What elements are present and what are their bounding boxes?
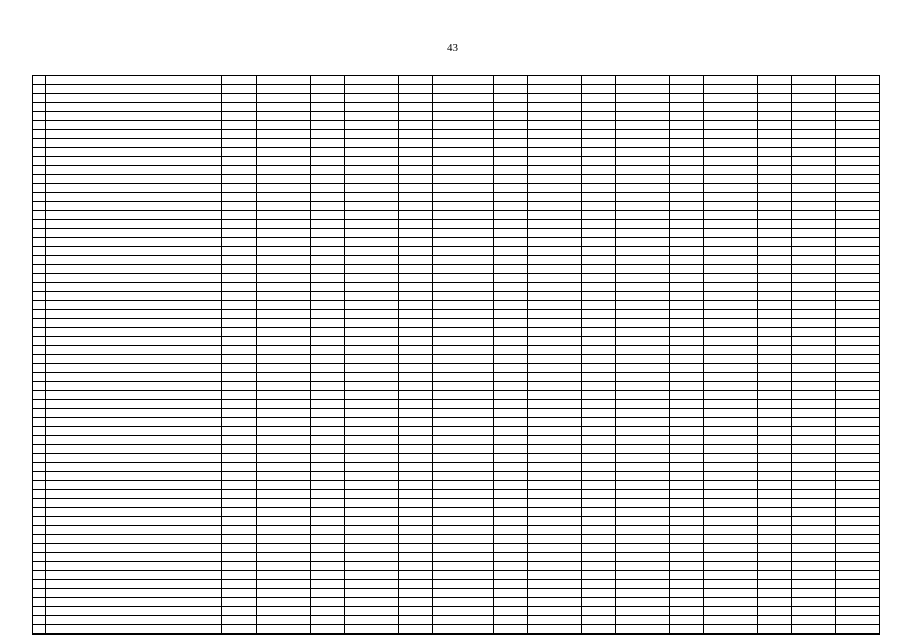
column-divider xyxy=(615,76,616,634)
column-divider xyxy=(669,76,670,634)
column-divider xyxy=(256,76,257,634)
column-divider xyxy=(835,76,836,634)
column-divider xyxy=(344,76,345,634)
data-table xyxy=(32,75,880,635)
column-divider xyxy=(527,76,528,634)
column-divider xyxy=(791,76,792,634)
column-divider xyxy=(432,76,433,634)
column-divider xyxy=(398,76,399,634)
column-divider xyxy=(703,76,704,634)
column-divider xyxy=(310,76,311,634)
page-number: 43 xyxy=(447,42,458,54)
column-divider xyxy=(221,76,222,634)
column-divider xyxy=(493,76,494,634)
column-divider xyxy=(45,76,46,634)
column-divider xyxy=(757,76,758,634)
column-divider xyxy=(581,76,582,634)
